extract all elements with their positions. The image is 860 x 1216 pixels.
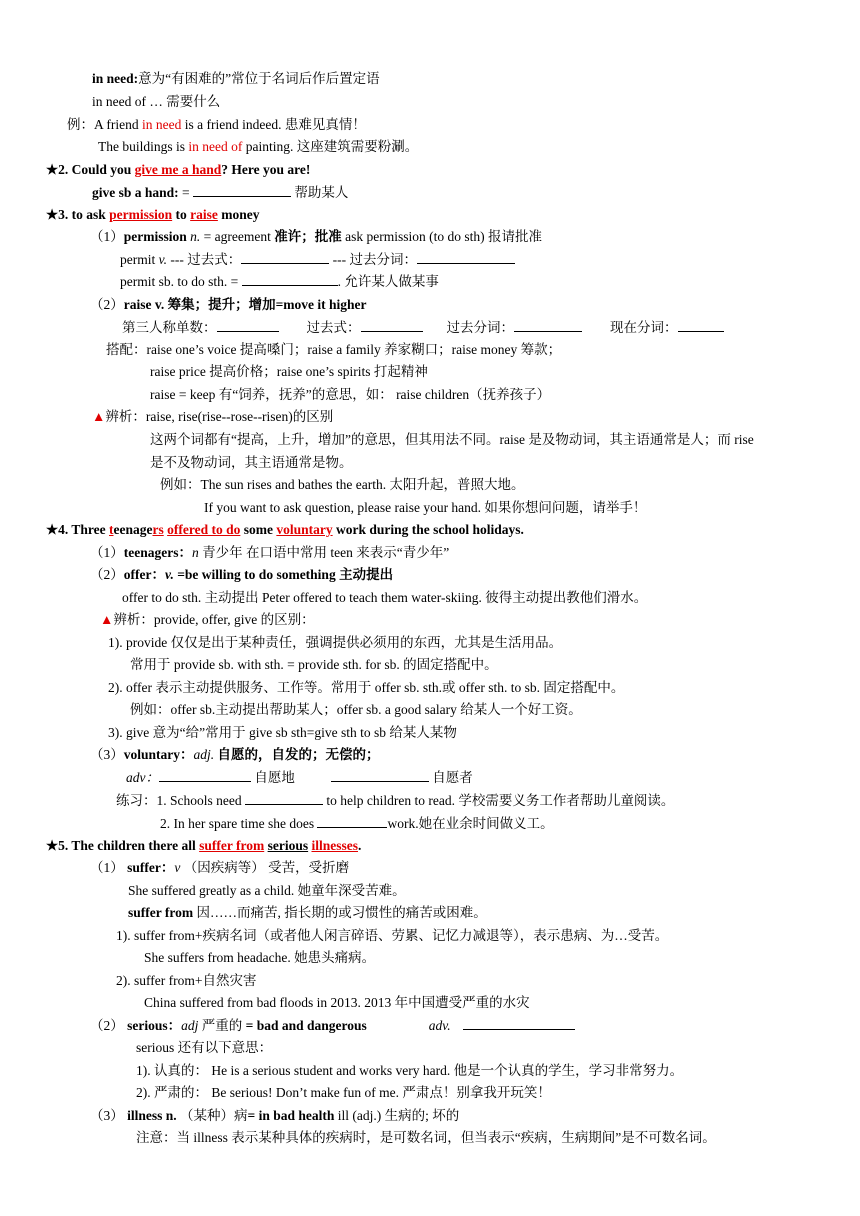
text: work.她在业余时间做义工。 xyxy=(387,816,554,831)
heading-4 xyxy=(46,521,524,539)
text: 因……而痛苦, 指长期的或习惯性的痛苦或困难。 xyxy=(193,905,487,920)
text: money xyxy=(217,207,260,222)
line xyxy=(122,589,647,607)
pos: n xyxy=(191,545,199,560)
line xyxy=(128,904,487,922)
pos: v xyxy=(174,860,181,875)
text: 1). 认真的： He is a serious student and works very hard. 他是一个认真的学生，学习非常努力。 xyxy=(136,1063,684,1078)
answer-blank[interactable] xyxy=(417,251,515,264)
line xyxy=(160,815,554,833)
star-icon: ★ xyxy=(46,838,59,853)
line xyxy=(160,476,524,494)
answer-blank[interactable] xyxy=(193,184,291,197)
line xyxy=(108,634,562,652)
pos: v. xyxy=(164,567,174,582)
answer-blank[interactable] xyxy=(159,769,251,782)
text: to help children to read. 学校需要义务工作者帮助儿童阅读。 xyxy=(323,793,675,808)
heading-3 xyxy=(46,206,260,224)
pos: v. xyxy=(158,252,167,267)
text: 是不及物动词，其主语通常是物。 xyxy=(150,455,353,470)
text: to xyxy=(172,207,191,222)
example-line xyxy=(98,138,418,156)
line xyxy=(106,341,561,359)
text: ill (adj.) 生病的; 坏的 xyxy=(334,1108,460,1123)
line xyxy=(130,656,498,674)
text: in need of … 需要什么 xyxy=(92,94,221,109)
line xyxy=(120,251,515,269)
text: （3） xyxy=(90,747,124,762)
text: 严重的 xyxy=(198,1018,246,1033)
pos: n. xyxy=(186,229,201,244)
line xyxy=(90,296,367,314)
text: serious 还有以下意思： xyxy=(136,1040,273,1055)
text: 2). offer 表示主动提供服务、工作等。常用于 offer sb. sth.或 offer sth. to sb. 固定搭配中。 xyxy=(108,680,625,695)
text: 帮助某人 xyxy=(291,185,349,200)
highlight: rs xyxy=(152,522,164,537)
pos: adv： xyxy=(126,770,159,785)
text: = xyxy=(178,185,194,200)
term: offer： xyxy=(123,567,165,582)
line xyxy=(136,1084,551,1102)
text: （1） xyxy=(90,860,128,875)
text: eenage xyxy=(113,522,153,537)
text: --- 过去分词： xyxy=(329,252,417,267)
text: 例如：The sun rises and bathes the earth. 太阳升起，普照大地。 xyxy=(160,477,525,492)
line xyxy=(144,949,375,967)
heading-5 xyxy=(46,837,361,855)
text: 2. Could you xyxy=(58,162,135,177)
line xyxy=(108,724,457,742)
meaning: = in bad health xyxy=(247,1108,335,1123)
text: 例：A friend xyxy=(67,117,142,132)
star-icon: ★ xyxy=(46,207,59,222)
text: ? Here you are! xyxy=(221,162,311,177)
term: raise v. 筹集；提升；增加=move it higher xyxy=(123,297,367,312)
text: （因疾病等） 受苦，受折磨 xyxy=(180,860,350,875)
line xyxy=(128,882,406,900)
pos: adj xyxy=(181,1018,199,1033)
text: 5. The children there all xyxy=(58,838,200,853)
text: The buildings is xyxy=(98,139,189,154)
highlight: illnesses xyxy=(311,838,358,853)
text: permit sb. to do sth. = xyxy=(120,274,242,289)
example-line xyxy=(67,116,366,134)
text: painting. 这座建筑需要粉涮。 xyxy=(242,139,419,154)
text: 搭配：raise one’s voice 提高嗓门；raise a family 养家糊口；raise money 筹款； xyxy=(106,342,562,357)
term: give sb a hand: xyxy=(92,185,179,200)
meaning: 准许；批准 xyxy=(274,229,342,244)
line-in-need-of xyxy=(92,93,220,111)
text: （2） xyxy=(90,567,124,582)
highlight: raise xyxy=(190,207,218,222)
text: 2). 严肃的： Be serious! Don’t make fun of me. 严肃点！别拿我开玩笑！ xyxy=(136,1085,551,1100)
line xyxy=(92,408,333,426)
answer-blank[interactable] xyxy=(217,319,279,332)
pos: adj. xyxy=(193,747,215,762)
text: She suffers from headache. 她患头痛病。 xyxy=(144,950,376,965)
term: serious： xyxy=(127,1018,182,1033)
term: illness n. xyxy=(127,1108,177,1123)
answer-blank[interactable] xyxy=(242,273,338,286)
line xyxy=(90,228,542,246)
line xyxy=(90,1107,459,1125)
text: 2). suffer from+自然灾害 xyxy=(116,973,257,988)
text: = agreement xyxy=(200,229,275,244)
line xyxy=(150,454,353,472)
answer-blank[interactable] xyxy=(245,792,323,805)
line xyxy=(116,792,674,810)
text: 例如：offer sb.主动提出帮助某人；offer sb. a good salary 给某人一个好工资。 xyxy=(130,702,582,717)
text: 3. to ask xyxy=(58,207,110,222)
text: ask permission (to do sth) 报请批准 xyxy=(341,229,542,244)
line xyxy=(136,1062,683,1080)
text: 1). provide 仅仅是出于某种责任，强调提供必须用的东西，尤其是生活用品。 xyxy=(108,635,563,650)
text: 1). suffer from+疾病名词（或者他人闲言碎语、劳累、记忆力减退等），表示患病、为…受苦。 xyxy=(116,928,669,943)
text: . xyxy=(358,838,362,853)
text: is a friend indeed. 患难见真情！ xyxy=(181,117,366,132)
text: 4. Three xyxy=(58,522,109,537)
answer-blank[interactable] xyxy=(317,815,387,828)
line xyxy=(204,499,646,517)
text: 辨析：raise, rise(rise--rose--risen)的区别 xyxy=(105,409,334,424)
text: 2. In her spare time she does xyxy=(160,816,318,831)
answer-blank[interactable] xyxy=(463,1017,575,1030)
line xyxy=(126,769,473,787)
text: 这两个词都有“提高，上升，增加”的意思，但其用法不同。raise 是及物动词，其主语通常是人；而 rise xyxy=(150,432,754,447)
text: work during the school holidays. xyxy=(332,522,524,537)
term: permission xyxy=(123,229,187,244)
text: 常用于 provide sb. with sth. = provide sth. for sb. 的固定搭配中。 xyxy=(130,657,498,672)
text: 注意：当 illness 表示某种具体的疾病时，是可数名词，但当表示“疾病，生病期间”是不可数名词。 xyxy=(136,1130,716,1145)
answer-blank[interactable] xyxy=(678,319,724,332)
line xyxy=(116,927,668,945)
highlight: give me a hand xyxy=(134,162,222,177)
highlight: in need xyxy=(142,117,182,132)
text: 练习：1. Schools need xyxy=(116,793,245,808)
text: 3). give 意为“给”常用于 give sb sth=give sth to sb 给某人某物 xyxy=(108,725,457,740)
text: （2） xyxy=(90,297,124,312)
text: some xyxy=(240,522,277,537)
heading-2 xyxy=(46,161,310,179)
line xyxy=(90,544,449,562)
line xyxy=(108,679,624,697)
text: raise = keep 有“饲养，抚养”的意思，如： raise children（抚养孩子） xyxy=(150,387,551,402)
line xyxy=(150,363,428,381)
meaning: 自愿的，自发的；无偿的； xyxy=(214,747,380,762)
answer-blank[interactable] xyxy=(514,319,582,332)
highlight: offered to do xyxy=(167,522,241,537)
line xyxy=(120,273,439,291)
text: --- 过去式： xyxy=(167,252,242,267)
answer-blank[interactable] xyxy=(331,769,429,782)
text: （3） xyxy=(90,1108,128,1123)
star-icon: ★ xyxy=(46,522,59,537)
line xyxy=(150,386,550,404)
text: 自愿者 xyxy=(428,770,473,785)
text: raise price 提高价格；raise one’s spirits 打起精神 xyxy=(150,364,428,379)
text: 现在分词： xyxy=(610,320,678,335)
line xyxy=(90,746,380,764)
highlight: suffer from xyxy=(199,838,265,853)
term: voluntary： xyxy=(123,747,194,762)
star-icon: ★ xyxy=(46,162,59,177)
line xyxy=(116,972,256,990)
text: 过去式： xyxy=(306,320,361,335)
pos: adv. xyxy=(428,1018,451,1033)
line xyxy=(136,1039,272,1057)
line xyxy=(150,431,754,449)
term: suffer： xyxy=(127,860,175,875)
text: （2） xyxy=(90,1018,128,1033)
triangle-icon: ▲ xyxy=(100,612,114,627)
line xyxy=(90,859,349,877)
highlight: voluntary xyxy=(276,522,333,537)
line xyxy=(100,611,315,629)
text: 青少年 在口语中常用 teen 来表示“青少年” xyxy=(198,545,450,560)
line xyxy=(130,701,582,719)
forms-line xyxy=(122,319,724,337)
term: teenagers： xyxy=(123,545,192,560)
line xyxy=(92,184,348,202)
text: 第三人称单数： xyxy=(122,320,217,335)
term: suffer from xyxy=(128,905,194,920)
line xyxy=(144,994,530,1012)
text: （1） xyxy=(90,229,124,244)
text: China suffered from bad floods in 2013. 2013 年中国遭受严重的水灾 xyxy=(144,995,530,1010)
highlight: permission xyxy=(109,207,173,222)
answer-blank[interactable] xyxy=(241,251,329,264)
text: offer to do sth. 主动提出 Peter offered to teach them water-skiing. 彼得主动提出教他们滑水。 xyxy=(122,590,648,605)
text: （某种）病 xyxy=(176,1108,248,1123)
text: . 允许某人做某事 xyxy=(337,274,439,289)
triangle-icon: ▲ xyxy=(92,409,106,424)
highlight: in need of xyxy=(188,139,243,154)
line xyxy=(136,1129,716,1147)
line xyxy=(90,566,393,584)
text: permit xyxy=(120,252,159,267)
text: （1） xyxy=(90,545,124,560)
meaning: =be willing to do something 主动提出 xyxy=(173,567,394,582)
answer-blank[interactable] xyxy=(361,319,423,332)
line-in-need xyxy=(92,70,380,88)
line xyxy=(90,1017,575,1035)
text: She suffered greatly as a child. 她童年深受苦难。 xyxy=(128,883,406,898)
term: in need: xyxy=(92,71,139,86)
definition: 意为“有困难的”常位于名词后作后置定语 xyxy=(138,71,380,86)
text: 过去分词： xyxy=(446,320,514,335)
highlight: t xyxy=(109,522,114,537)
text: If you want to ask question, please raise your hand. 如果你想问问题，请举手！ xyxy=(204,500,647,515)
text: 辨析：provide, offer, give 的区别： xyxy=(113,612,315,627)
meaning: = bad and dangerous xyxy=(245,1018,367,1033)
underlined: serious xyxy=(267,838,309,853)
text: 自愿地 xyxy=(251,770,295,785)
